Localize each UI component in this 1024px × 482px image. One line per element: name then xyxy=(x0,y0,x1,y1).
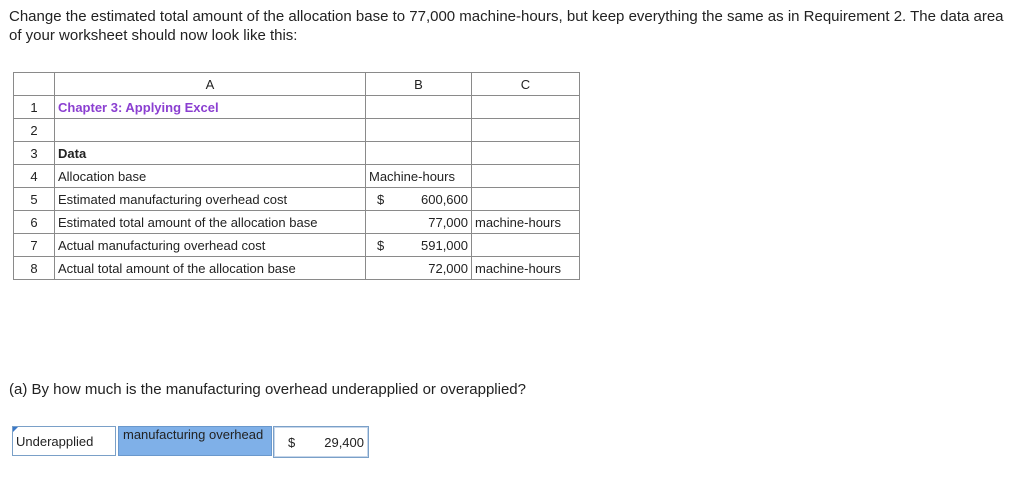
cell-b1 xyxy=(366,96,472,119)
currency-symbol: $ xyxy=(377,191,385,207)
cell-c4 xyxy=(472,165,580,188)
amount-input[interactable] xyxy=(273,426,369,458)
table-row xyxy=(14,188,580,211)
column-header-a: A xyxy=(55,73,366,96)
sheet-title-cell: Chapter 3: Applying Excel xyxy=(55,96,366,119)
amount-value: 600,600 xyxy=(421,191,468,207)
cell-c5 xyxy=(472,188,580,211)
worksheet-table xyxy=(13,72,580,280)
table-row xyxy=(14,165,580,188)
unit-cell: machine-hours xyxy=(472,257,580,280)
value-cell xyxy=(366,234,472,257)
unit-cell: machine-hours xyxy=(472,211,580,234)
question-text: (a) By how much is the manufacturing overhead underapplied or overapplied? xyxy=(9,381,526,398)
cell-c1 xyxy=(472,96,580,119)
label-cell: Actual total amount of the allocation base xyxy=(55,257,366,280)
cell-c3 xyxy=(472,142,580,165)
row-number: 4 xyxy=(14,165,55,188)
cell-b3 xyxy=(366,142,472,165)
label-cell: Actual manufacturing overhead cost xyxy=(55,234,366,257)
table-row xyxy=(14,257,580,280)
label-cell: Estimated total amount of the allocation base xyxy=(55,211,366,234)
table-row xyxy=(14,119,580,142)
value-cell xyxy=(366,188,472,211)
dropdown-indicator-icon xyxy=(13,427,18,432)
answer-label-box: manufacturing overhead xyxy=(118,426,272,456)
value-cell: Machine-hours xyxy=(366,165,472,188)
answer-row xyxy=(12,426,369,458)
row-number: 1 xyxy=(14,96,55,119)
column-header-b: B xyxy=(366,73,472,96)
table-row xyxy=(14,96,580,119)
cell-a2 xyxy=(55,119,366,142)
label-cell: Allocation base xyxy=(55,165,366,188)
cell-c7 xyxy=(472,234,580,257)
amount-value: 29,400 xyxy=(324,434,364,450)
currency-symbol: $ xyxy=(377,237,385,253)
label-cell: Estimated manufacturing overhead cost xyxy=(55,188,366,211)
row-number: 8 xyxy=(14,257,55,280)
table-row xyxy=(14,211,580,234)
dropdown-selected-value: Underapplied xyxy=(16,434,94,449)
value-cell: 77,000 xyxy=(366,211,472,234)
row-number: 3 xyxy=(14,142,55,165)
table-row xyxy=(14,142,580,165)
column-header-c: C xyxy=(472,73,580,96)
data-heading-cell: Data xyxy=(55,142,366,165)
applied-dropdown[interactable] xyxy=(12,426,116,456)
corner-cell xyxy=(14,73,55,96)
row-number: 2 xyxy=(14,119,55,142)
value-cell: 72,000 xyxy=(366,257,472,280)
cell-c2 xyxy=(472,119,580,142)
instruction-text: Change the estimated total amount of the allocation base to 77,000 machine-hours, but keep everything the same as in Requirement 2. The data area of your worksheet should now look like this: xyxy=(9,8,1004,44)
row-number: 5 xyxy=(14,188,55,211)
row-number: 7 xyxy=(14,234,55,257)
currency-symbol: $ xyxy=(288,434,296,450)
table-row xyxy=(14,234,580,257)
cell-b2 xyxy=(366,119,472,142)
row-number: 6 xyxy=(14,211,55,234)
column-header-row xyxy=(14,73,580,96)
amount-value: 591,000 xyxy=(421,237,468,253)
